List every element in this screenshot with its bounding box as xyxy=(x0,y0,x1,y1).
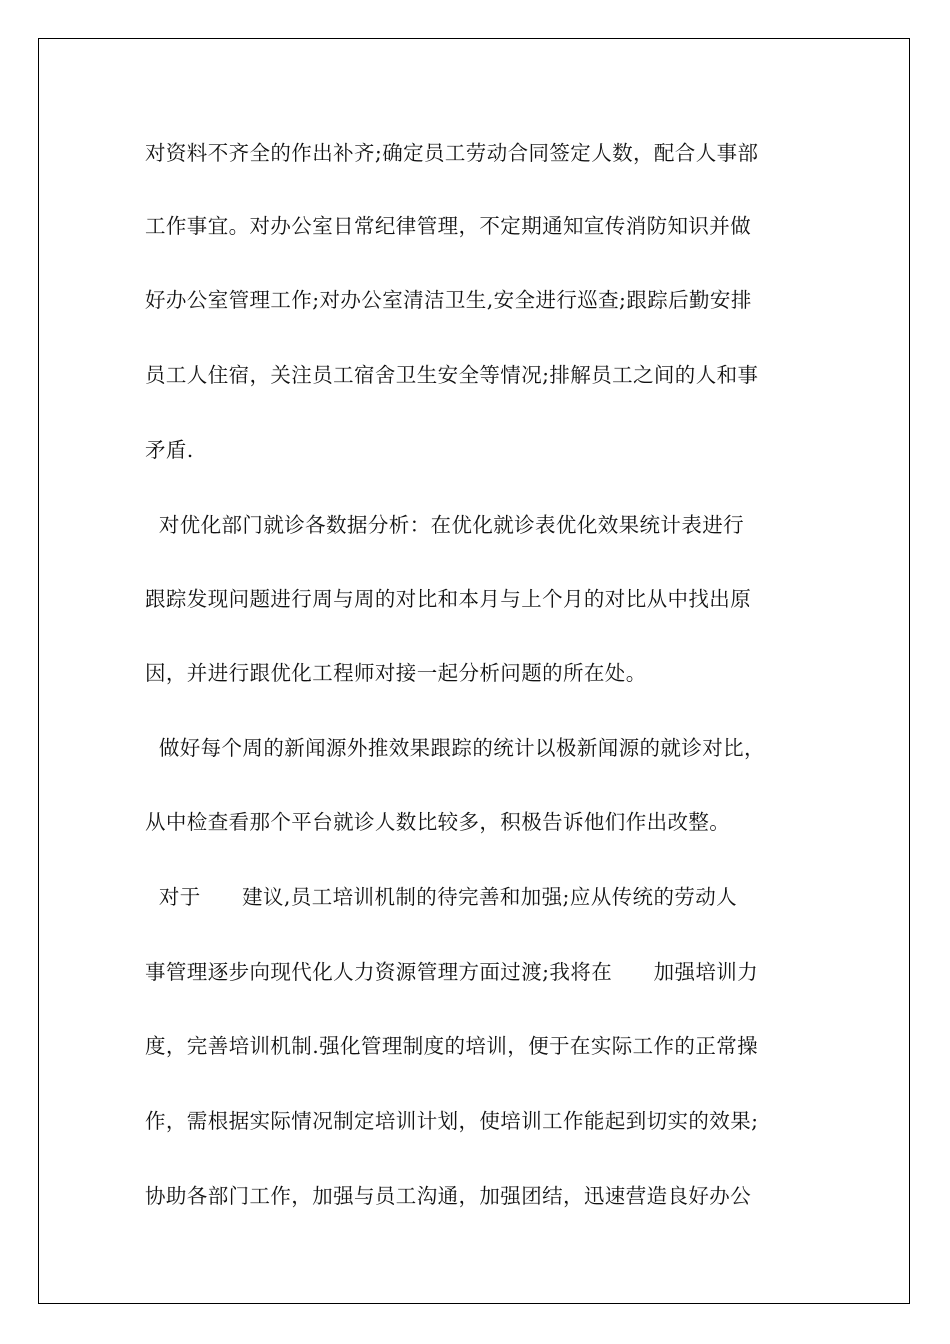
text-line: 协助各部门工作，加强与员工沟通，加强团结，迅速营造良好办公 xyxy=(145,1184,752,1208)
text-line: 对于 建议,员工培训机制的待完善和加强;应从传统的劳动人 xyxy=(145,885,738,909)
text-line: 从中检查看那个平台就诊人数比较多，积极告诉他们作出改整。 xyxy=(145,810,731,834)
text-line: 因，并进行跟优化工程师对接一起分析问题的所在处。 xyxy=(145,661,647,685)
text-line: 事管理逐步向现代化人力资源管理方面过渡;我将在 加强培训力 xyxy=(145,960,759,984)
text-line: 员工人住宿，关注员工宿舍卫生安全等情况;排解员工之间的人和事 xyxy=(145,363,759,387)
text-line: 跟踪发现问题进行周与周的对比和本月与上个月的对比从中找出原 xyxy=(145,587,752,611)
text-line: 好办公室管理工作;对办公室清洁卫生,安全进行巡查;跟踪后勤安排 xyxy=(145,288,752,312)
text-line: 工作事宜。对办公室日常纪律管理，不定期通知宣传消防知识并做 xyxy=(145,214,752,238)
text-line: 对优化部门就诊各数据分析：在优化就诊表优化效果统计表进行 xyxy=(145,513,745,537)
text-line: 对资料不齐全的作出补齐;确定员工劳动合同签定人数，配合人事部 xyxy=(145,141,759,165)
text-line: 作，需根据实际情况制定培训计划，使培训工作能起到切实的效果; xyxy=(145,1109,759,1133)
text-line: 矛盾. xyxy=(145,438,194,462)
text-line: 做好每个周的新闻源外推效果跟踪的统计以极新闻源的就诊对比， xyxy=(145,736,765,760)
text-line: 度，完善培训机制.强化管理制度的培训，便于在实际工作的正常操 xyxy=(145,1034,759,1058)
